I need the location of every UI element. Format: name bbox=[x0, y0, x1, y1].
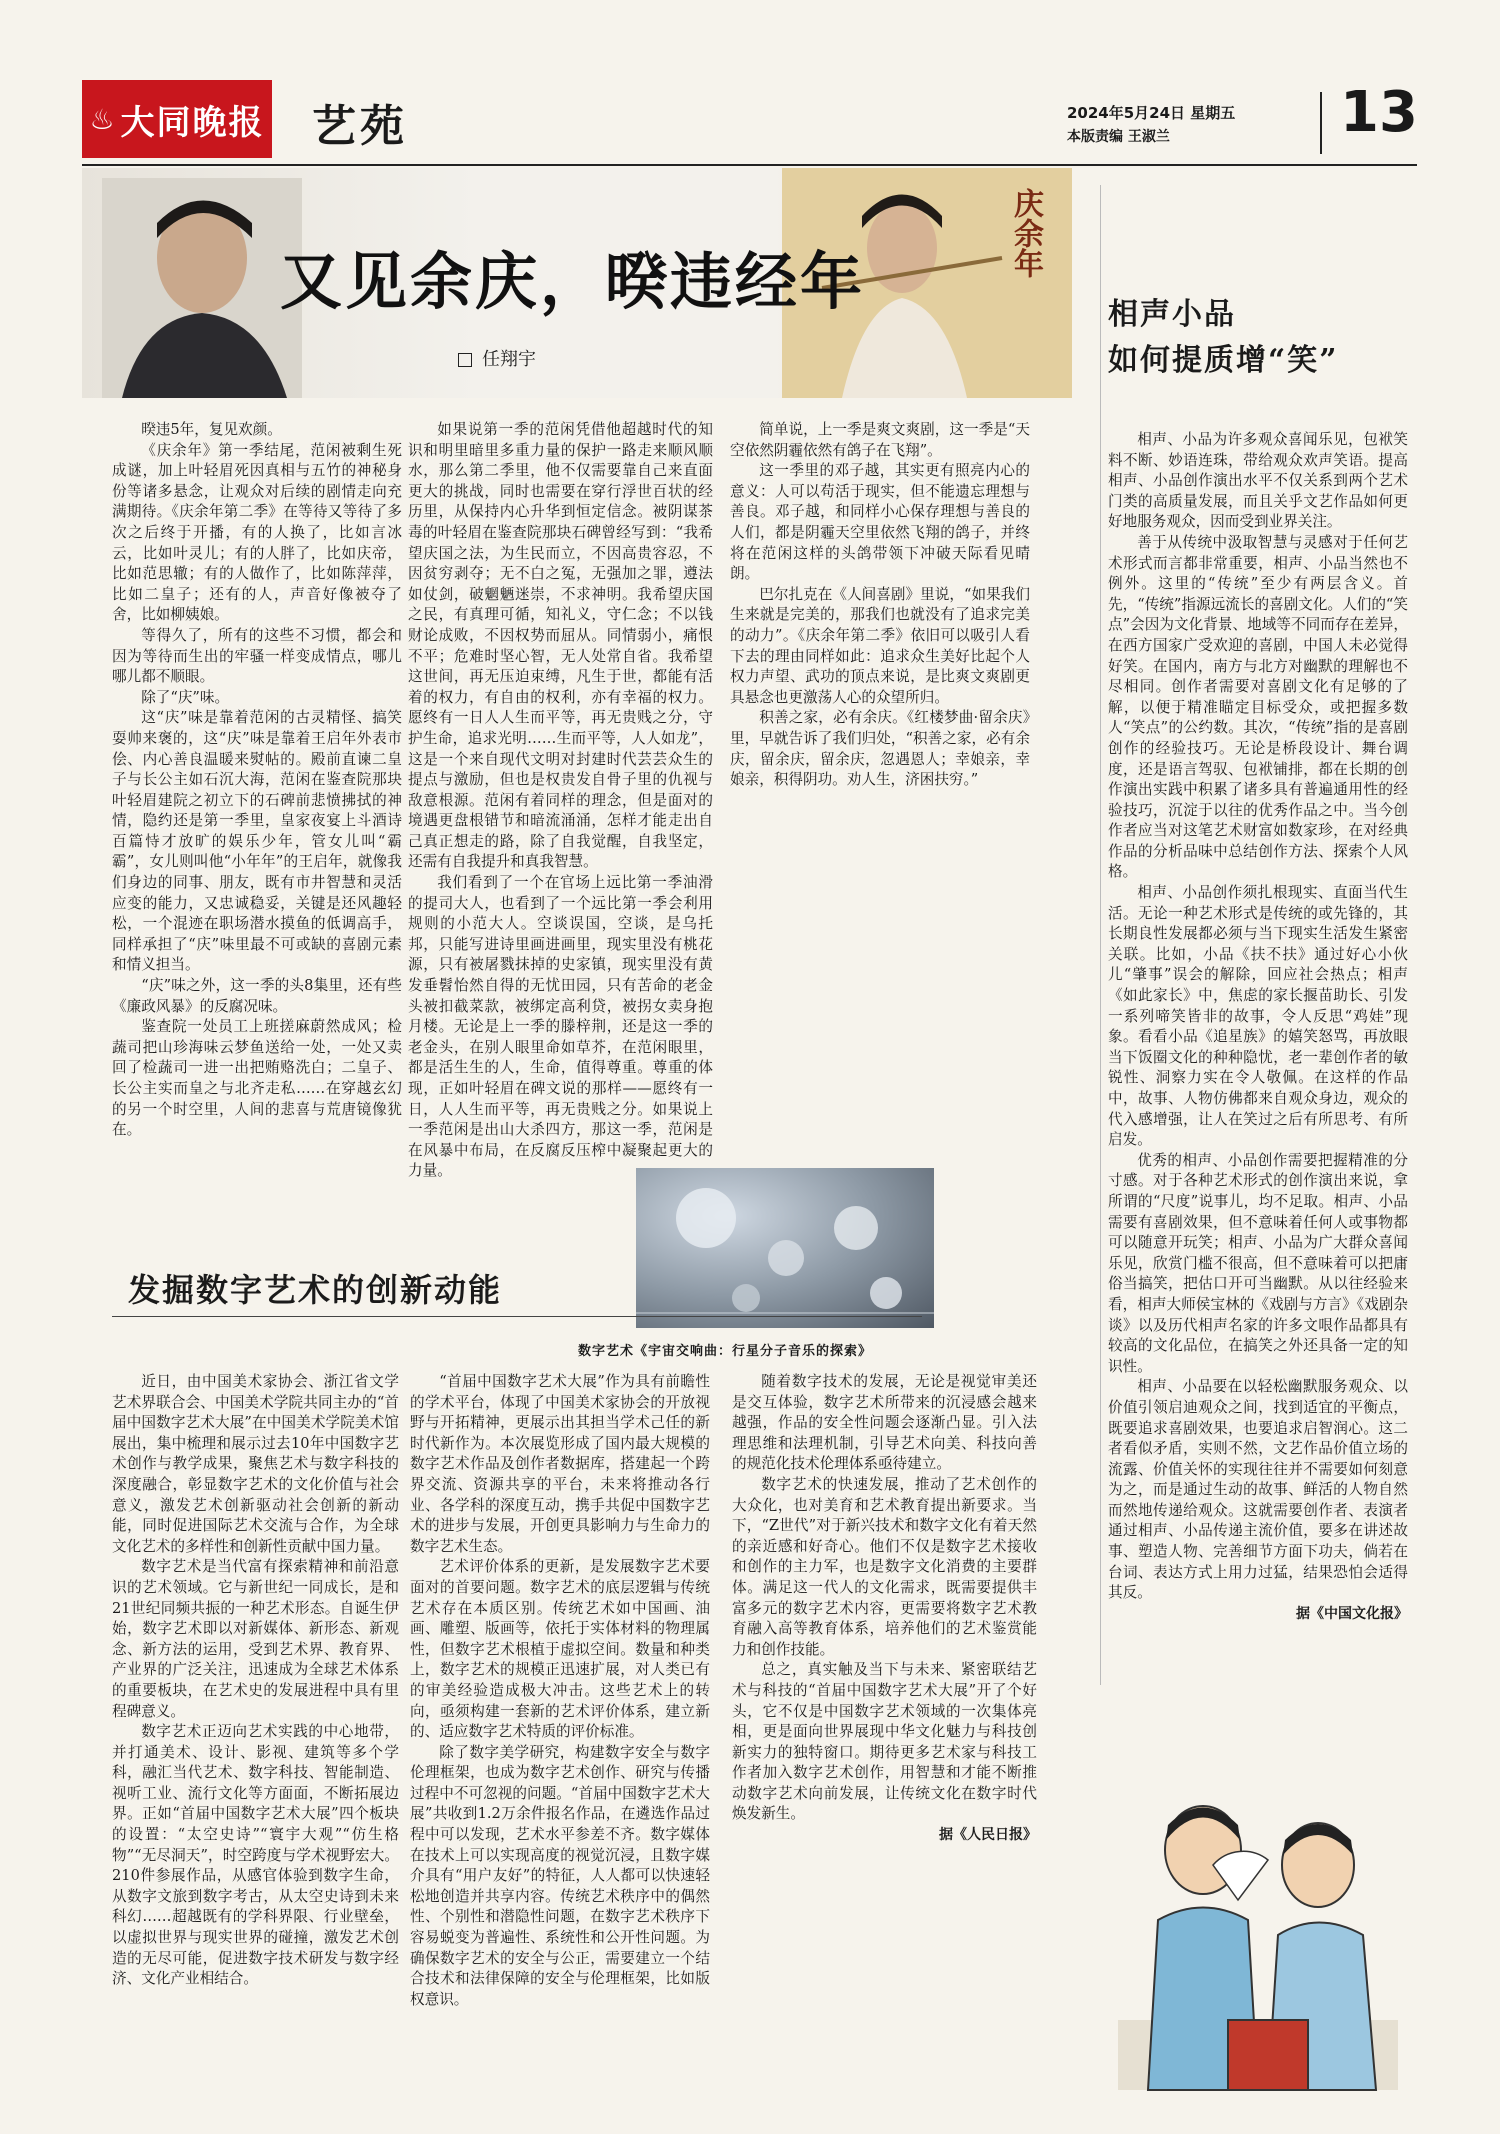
paragraph: 优秀的相声、小品创作需要把握精准的分寸感。对于各种艺术形式的创作演出来说，拿所谓的“尺度”说事儿，均不足取。相声、小品需要有喜剧效果，但不意味着任何人或事物都可以随意开玩笑；相声、小品为广大群众喜闻乐见，欣赏门槛不很高，但不意味着可以把庸俗当搞笑，把估口开可当幽默。从以往经验来看，相声大师侯宝林的《戏剧与方言》《戏剧杂谈》以及历代相声名家的许多文哏作品都具有较高的文化品位，在搞笑之外还具备一定的知识性。 bbox=[1108, 1151, 1408, 1375]
paragraph: 除了“庆”味。 bbox=[141, 688, 230, 706]
paragraph: 鉴查院一处员工上班搓麻蔚然成风；检蔬司把山珍海味云梦鱼送给一处，一处又卖回了检蔬司一进一出把贿赂洗白；二皇子、长公主实而皇之与北齐走私……在穿越玄幻的另一个时空里，人间的悲喜与荒唐镜像犹在。 bbox=[112, 1018, 402, 1139]
paragraph: “庆”味之外，这一季的头8集里，还有些《廉政风暴》的反腐况味。 bbox=[112, 977, 402, 1015]
paragraph: 数字艺术的快速发展，推动了艺术创作的大众化，也对美育和艺术教育提出新要求。当下，“Z世代”对于新兴技术和数字文化有着天然的亲近感和好奇心。他们不仅是数字艺术接收和创作的主力军，也是数字文化消费的主要群体。满足这一代人的文化需求，既需要提供丰富多元的数字艺术内容，更需要将数字艺术教育融入高等教育体系，培养他们的艺术鉴赏能力和创作技能。 bbox=[732, 1475, 1037, 1658]
paragraph: 总之，真实触及当下与未来、紧密联结艺术与科技的“首届中国数字艺术大展”开了个好头，它不仅是中国数字艺术领域的一次集体亮相，更是面向世界展现中华文化魅力与科技创新实力的独特窗口。期待更多艺术家与科技工作者加入数字艺术创作，用智慧和才能不断推动数字艺术向前发展，让传统文化在数字时代焕发新生。 bbox=[732, 1661, 1037, 1823]
sidebar-headline bbox=[1108, 292, 1339, 384]
paragraph: 简单说，上一季是爽文爽剧，这一季是“天空依然阴霾依然有鸽子在飞翔”。 bbox=[730, 421, 1030, 459]
article1-column-2 bbox=[408, 420, 713, 1180]
paragraph: 这一季里的邓子越，其实更有照亮内心的意义：人可以苟活于现实，但不能遗忘理想与善良。邓子越，和同样小心保存理想与善良的人们，都是阴霾天空里依然飞翔的鸽子，并终将在范闲这样的头鸽带领下冲破天际看见晴朗。 bbox=[730, 462, 1030, 583]
section-name: 艺苑 bbox=[312, 101, 408, 152]
article2-column-2 bbox=[410, 1372, 710, 2060]
page-editor: 本版责编 王淑兰 bbox=[1067, 129, 1170, 145]
masthead-divider bbox=[1320, 92, 1322, 154]
paragraph: 相声、小品为许多观众喜闻乐见，包袱笑料不断、妙语连珠，带给观众欢声笑语。提高相声、小品创作演出水平不仅关系到两个艺术门类的高质量发展，而且关乎文艺作品如何更好地服务观众，因而受到业界关注。 bbox=[1108, 431, 1408, 531]
masthead bbox=[82, 80, 1417, 168]
paragraph: 相声、小品创作须扎根现实、直面当代生活。无论一种艺术形式是传统的或先锋的，其长期良性发展都必须与当下现实生活发生紧密关联。比如，小品《扶不扶》通过好心小伙儿“肇事”误会的解除，回应社会热点；相声《如此家长》中，焦虑的家长揠苗助长、引发一系列啼笑皆非的故事，令人反思“鸡娃”现象。看看小品《追星族》的嬉笑怒骂，再放眼当下饭圈文化的种种隐忧，老一辈创作者的敏锐性、洞察力实在令人敬佩。在这样的作品中，故事、人物仿佛都来自观众身边，观众的代入感增强，让人在笑过之后有所思考、有所启发。 bbox=[1108, 884, 1408, 1149]
article1-column-3 bbox=[730, 420, 1030, 1148]
article2-headline: 发掘数字艺术的创新动能 bbox=[128, 1271, 503, 1309]
paragraph: 相声、小品要在以轻松幽默服务观众、以价值引领启迪观众之间，找到适宜的平衡点，既要追求喜剧效果，也要追求启智润心。这二者看似矛盾，实则不然，文艺作品价值立场的流露、价值关怀的实现往往并不需要如何刻意为之，而是通过生动的故事、鲜活的人物自然而然地传递给观众。这就需要创作者、表演者通过相声、小品传递主流价值，要多在讲述故事、塑造人物、完善细节方面下功夫，倘若在台词、表达方式上用力过猛，结果恐怕会适得其反。 bbox=[1108, 1378, 1408, 1602]
actor-portrait-left bbox=[102, 178, 302, 398]
paragraph: 暌违5年，复见欢颜。 bbox=[141, 421, 282, 438]
sphere-installation-image bbox=[636, 1168, 934, 1328]
paragraph: 这“庆”味是靠着范闲的古灵精怪、搞笑耍帅来褒的，这“庆”味是靠着王启年外表市侩、内心善良温暖来熨帖的。殿前直谏二皇子与长公主如石沉大海，范闲在鉴查院那块叶轻眉建院之初立下的石碑前悲愤拂拭的神情，隐约还是第一季里，皇家夜宴上斗酒诗百篇恃才放旷的娱乐少年，管女儿叫“霸霸”，女儿则叫他“小年年”的王启年，就像我们身边的同事、朋友，既有市井智慧和灵活应变的能力，又忠诚稳妥，关键是还风趣轻松，一个混迹在职场潜水摸鱼的低调高手，同样承担了“庆”味里最不可或缺的喜剧元素和情义担当。 bbox=[112, 709, 402, 974]
digital-art-photo bbox=[636, 1168, 934, 1328]
byline-box-icon bbox=[458, 353, 472, 367]
sidebar-headline-line2: 如何提质增“笑” bbox=[1108, 343, 1339, 378]
paragraph: 等得久了，所有的这些不习惯，都会和因为等待而生出的牢骚一样变成情点，哪儿哪儿都不顺眼。 bbox=[112, 626, 402, 686]
article1-column-1 bbox=[112, 420, 402, 1148]
masthead-rule bbox=[82, 164, 1417, 166]
page-number: 13 bbox=[1340, 80, 1418, 145]
paragraph: 我们看到了一个在官场上远比第一季油滑的提司大人，也看到了一个远比第一季会利用规则的小范大人。空谈误国，空谈，是乌托邦，只能写进诗里画进画里，现实里没有桃花源，只有被屠戮抹掉的史家镇，现实里没有黄发垂髫怡然自得的无忧田园，只有苦命的老金头被扣截菜款，被绑定高利贷，被拐女卖身抱月楼。无论是上一季的滕梓荆，还是这一季的老金头，在别人眼里命如草芥，在范闲眼里，都是活生生的人，生命，值得尊重。尊重的体现，正如叶轻眉在碑文说的那样——愿终有一日，人人生而平等，再无贵贱之分。如果说上一季范闲是出山大杀四方，那这一季，范闲是在风暴中布局，在反腐反压榨中凝聚起更大的力量。 bbox=[408, 874, 713, 1180]
article2-source: 据《人民日报》 bbox=[939, 1827, 1037, 1844]
logo-text: 大同晚报 bbox=[120, 102, 265, 143]
paragraph: 如果说第一季的范闲凭借他超越时代的知识和明里暗里多重力量的保护一路走来顺风顺水，那么第二季里，他不仅需要靠自己来直面更大的挑战，同时也需要在穿行浮世百状的经历里，从保持内心升华到恒定信念。被阴谋茶毒的叶轻眉在鉴查院那块石碑曾经写到：“我希望庆国之法，为生民而立，不因高贵容忍，不因贫穷剥夺；无不白之冤，无强加之罪，遵法如仗剑，破魍魉迷崇，不求神明。我希望庆国之民，有真理可循，知礼义，守仁念；不以钱财论成败，不因权势而屈从。同情弱小，痛恨不平；危难时坚心智，无人处常自省。我希望这世间，再无压迫束缚，凡生于世，都能有活着的权力，有自由的权利，亦有幸福的权力。愿终有一日人人生而平等，再无贵贱之分，守护生命，追求光明……生而平等，人人如龙”，这是一个来自现代文明对封建时代芸芸众生的提点与激励，但也是权贵发自骨子里的仇视与敌意根源。范闲有着同样的理念，但是面对的境遇更盘根错节和暗流涌涌，怎样才能走出自己真正想走的路，除了自我觉醒，自我坚定，还需有自我提升和真我智慧。 bbox=[408, 421, 713, 871]
author-name: 任翔宇 bbox=[482, 349, 536, 370]
sidebar-source: 据《中国文化报》 bbox=[1296, 1605, 1408, 1622]
article-byline bbox=[458, 345, 536, 371]
paragraph: 《庆余年》第一季结尾，范闲被剩生死成谜，加上叶轻眉死因真相与五竹的神秘身份等诸多悬念，让观众对后续的剧情走向充满期待。《庆余年第二季》在等待又等待了多次之后终于开播，有的人换了，比如言冰云，比如叶灵儿；有的人胖了，比如庆帝，比如范思辙；有的人做作了，比如陈萍萍，比如二皇子；还有的人，声音好像被夺了舍，比如柳姨娘。 bbox=[112, 441, 402, 624]
photo-caption: 数字艺术《宇宙交响曲：行星分子音乐的探索》 bbox=[578, 1344, 873, 1359]
paragraph: 近日，由中国美术家协会、浙江省文学艺术界联合会、中国美术学院共同主办的“首届中国数字艺术大展”在中国美术学院美术馆展出，集中梳理和展示过去10年中国数字艺术创作与教学成果，聚焦艺术与数字科技的深度融合，彰显数字艺术的文化价值与社会意义，激发艺术创新驱动社会创新的新动能，同时促进国际艺术交流与合作，为全球文化艺术的多样性和创新性贡献中国力量。 bbox=[112, 1373, 399, 1555]
paragraph: 善于从传统中汲取智慧与灵感对于任何艺术形式而言都非常重要，相声、小品当然也不例外。这里的“传统”至少有两层含义。首先，“传统”指源远流长的喜剧文化。人们的“笑点”会因为文化背景、地域等不同而存在差异，在西方国家广受欢迎的喜剧，中国人未必觉得好笑。在国内，南方与北方对幽默的理解也不尽相同。创作者需要对喜剧文化有足够的了解，以便于精准瞄定目标受众，或把握多数人“笑点”的公约数。其次，“传统”指的是喜剧创作的经验技巧。无论是桥段设计、舞台调度，还是语言驾驭、包袱铺排，都在长期的创作演出实践中积累了诸多具有普遍通用性的经验技巧，沉淀于以往的优秀作品之中。当今创作者应当对这笔艺术财富如数家珍，在对经典作品的分析品味中总结创作方法、探索个人风格。 bbox=[1108, 533, 1408, 881]
paragraph: 艺术评价体系的更新，是发展数字艺术要面对的首要问题。数字艺术的底层逻辑与传统艺术存在本质区别。传统艺术如中国画、油画、雕塑、版画等，依托于实体材料的物理属性，但数字艺术根植于虚拟空间。数量和种类上，数字艺术的规模正迅速扩展，对人类已有的审美经验造成极大冲击。这些艺术上的转向，亟须构建一套新的艺术评价体系，建立新的、适应数字艺术特质的评价标准。 bbox=[410, 1558, 710, 1741]
crosstalk-illustration bbox=[1118, 1770, 1398, 2090]
paragraph: “首届中国数字艺术大展”作为具有前瞻性的学术平台，体现了中国美术家协会的开放视野与开拓精神，更展示出其担当学术己任的新时代新作为。本次展览形成了国内最大规模的数字艺术作品及创作者数据库，搭建起一个跨界交流、资源共享的平台，未来将推动各行业、各学科的深度互动，携手共促中国数字艺术的进步与发展，开创更具影响力与生命力的数字艺术生态。 bbox=[410, 1373, 710, 1555]
article2-rule bbox=[112, 1316, 922, 1317]
article2-column-1 bbox=[112, 1372, 399, 2060]
flame-icon: ♨ bbox=[89, 102, 115, 136]
paragraph: 积善之家，必有余庆。《红楼梦曲·留余庆》里，早就告诉了我们归处，“积善之家，必有余庆，留余庆，留余庆，忽遇恩人；幸娘亲，幸娘亲，积得阴功。劝人生，济困扶穷。” bbox=[730, 709, 1030, 789]
paragraph: 巴尔扎克在《人间喜剧》里说，“如果我们生来就是完美的，那我们也就没有了追求完美的动力”。《庆余年第二季》依旧可以吸引人看下去的理由同样如此：追求众生美好比起个人权力声望、武功的顶点来说，是比爽文爽剧更具悬念也更激荡人心的众望所归。 bbox=[730, 585, 1030, 706]
issue-date: 2024年5月24日 星期五 bbox=[1067, 104, 1236, 122]
paragraph: 数字艺术正迈向艺术实践的中心地带，并打通美术、设计、影视、建筑等多个学科，融汇当代艺术、数字科技、智能制造、视听工业、流行文化等方面面，不断拓展边界。正如“首届中国数字艺术大展”四个板块的设置：“太空史诗”“寰宇大观”“仿生格物”“无尽洞天”，时空跨度与学术视野宏大。210件参展作品，从感官体验到数字生命，从数字文旅到数字考古，从太空史诗到未来科幻……超越既有的学科界限、行业壁垒，以虚拟世界与现实世界的碰撞，激发艺术创造的无尽可能，促进数字技术研发与数字经济、文化产业相结合。 bbox=[112, 1723, 399, 1988]
sidebar-headline-line1: 相声小品 bbox=[1108, 297, 1236, 332]
newspaper-logo bbox=[82, 80, 272, 158]
article-headline: 又见余庆，暌违经年 bbox=[280, 245, 866, 318]
paragraph: 随着数字技术的发展，无论是视觉审美还是交互体验，数字艺术所带来的沉浸感会越来越强，作品的安全性问题会逐渐凸显。引入法理思维和法理机制，引导艺术向美、科技向善的规范化技术伦理体系亟待建立。 bbox=[732, 1373, 1037, 1473]
sidebar-column bbox=[1108, 430, 1408, 1760]
poster-title: 庆余年 bbox=[1008, 188, 1043, 278]
column-divider bbox=[1100, 185, 1101, 1685]
paragraph: 除了数字美学研究，构建数字安全与数字伦理框架，也成为数字艺术创作、研究与传播过程中不可忽视的问题。“首届中国数字艺术大展”共收到1.2万余件报名作品，在遴选作品过程中可以发现，艺术水平参差不齐。数字媒体在技术上可以实现高度的视觉沉浸，且数字媒介具有“用户友好”的特征，人人都可以快速轻松地创造并共享内容。传统艺术秩序中的偶然性、个别性和潜隐性问题，在数字艺术秩序下容易蜕变为普遍性、系统性和公开性问题。为确保数字艺术的安全与公正，需要建立一个结合技术和法律保障的安全与伦理框架，比如版权意识。 bbox=[410, 1743, 710, 2008]
article2-column-3 bbox=[732, 1372, 1037, 2060]
paragraph: 数字艺术是当代富有探索精神和前沿意识的艺术领域。它与新世纪一同成长，是和21世纪同频共振的一种艺术形态。自诞生伊始，数字艺术即以对新媒体、新形态、新观念、新方法的运用，受到艺术界、教育界、产业界的广泛关注，迅速成为全球艺术体系的重要板块，在艺术史的发展进程中具有里程碑意义。 bbox=[112, 1558, 399, 1720]
